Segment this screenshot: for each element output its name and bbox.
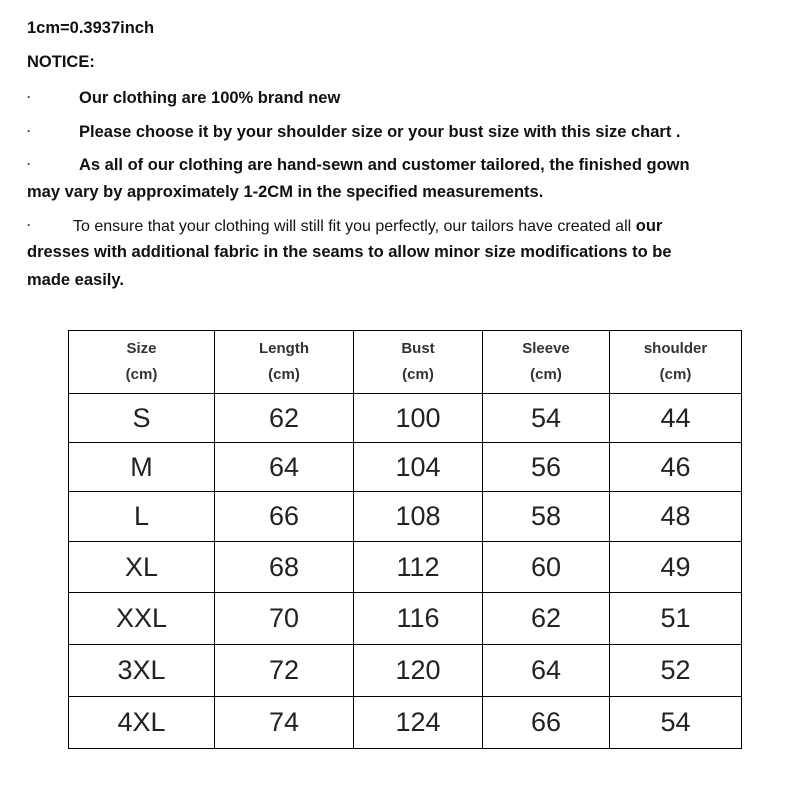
cell-shoulder: 44 — [610, 394, 742, 443]
header-bust — [354, 331, 483, 394]
cell-bust: 116 — [354, 593, 483, 645]
cell-sleeve: 58 — [483, 492, 610, 542]
cell-size: 4XL — [69, 697, 215, 749]
notice-text: Our clothing are 100% brand new — [79, 89, 341, 107]
cell-size: S — [69, 394, 215, 443]
table-header-row — [69, 331, 742, 394]
header-unit: (cm) — [125, 366, 158, 383]
cell-bust: 104 — [354, 443, 483, 492]
cell-bust: 120 — [354, 645, 483, 697]
notice-text-part: To ensure that your clothing will still fit you perfectly, our tailors have created all — [73, 218, 632, 235]
size-chart-table — [68, 330, 742, 749]
cell-size: L — [69, 492, 215, 542]
cell-size: XL — [69, 542, 215, 593]
cell-bust: 112 — [354, 542, 483, 593]
notice-text-part: our — [631, 217, 663, 235]
bullet-dot: · — [27, 124, 31, 138]
cell-shoulder: 51 — [610, 593, 742, 645]
notice-text — [73, 216, 662, 237]
cell-size: 3XL — [69, 645, 215, 697]
table-row — [69, 645, 742, 697]
notice-text-continued: dresses with additional fabric in the seams to allow minor size modifications to be — [27, 243, 672, 261]
header-length — [215, 331, 354, 394]
unit-conversion: 1cm=0.3937inch — [27, 19, 155, 37]
header-label: Sleeve — [522, 340, 570, 357]
cell-sleeve: 54 — [483, 394, 610, 443]
notice-text-continued: may vary by approximately 1-2CM in the specified measurements. — [27, 183, 544, 201]
cell-sleeve: 60 — [483, 542, 610, 593]
header-label: Length — [259, 340, 309, 357]
cell-length: 66 — [215, 492, 354, 542]
cell-sleeve: 64 — [483, 645, 610, 697]
cell-sleeve: 66 — [483, 697, 610, 749]
header-label: Size — [126, 340, 157, 357]
header-sleeve — [483, 331, 610, 394]
cell-bust: 100 — [354, 394, 483, 443]
table-row — [69, 492, 742, 542]
cell-shoulder: 48 — [610, 492, 742, 542]
header-label: Bust — [401, 340, 435, 357]
header-unit: (cm) — [659, 366, 692, 383]
notice-text: Please choose it by your shoulder size or your bust size with this size chart . — [79, 123, 681, 141]
table-row — [69, 542, 742, 593]
cell-bust: 124 — [354, 697, 483, 749]
table-row — [69, 394, 742, 443]
cell-length: 72 — [215, 645, 354, 697]
table-row — [69, 593, 742, 645]
cell-size: XXL — [69, 593, 215, 645]
cell-shoulder: 52 — [610, 645, 742, 697]
cell-sleeve: 62 — [483, 593, 610, 645]
cell-size: M — [69, 443, 215, 492]
bullet-dot: · — [27, 90, 31, 104]
cell-bust: 108 — [354, 492, 483, 542]
header-unit: (cm) — [268, 366, 300, 383]
cell-length: 74 — [215, 697, 354, 749]
bullet-dot: · — [27, 157, 31, 171]
cell-shoulder: 54 — [610, 697, 742, 749]
cell-shoulder: 46 — [610, 443, 742, 492]
bullet-dot: · — [27, 218, 31, 232]
header-shoulder — [610, 331, 742, 394]
header-unit: (cm) — [402, 366, 434, 383]
header-unit: (cm) — [530, 366, 562, 383]
cell-sleeve: 56 — [483, 443, 610, 492]
notice-heading: NOTICE: — [27, 53, 95, 71]
cell-length: 62 — [215, 394, 354, 443]
notice-text: As all of our clothing are hand-sewn and customer tailored, the finished gown — [79, 156, 690, 174]
cell-shoulder: 49 — [610, 542, 742, 593]
cell-length: 68 — [215, 542, 354, 593]
notice-text-continued: made easily. — [27, 271, 124, 289]
table-row — [69, 697, 742, 749]
cell-length: 64 — [215, 443, 354, 492]
header-size — [69, 331, 215, 394]
cell-length: 70 — [215, 593, 354, 645]
header-label: shoulder — [643, 340, 708, 357]
table-row — [69, 443, 742, 492]
